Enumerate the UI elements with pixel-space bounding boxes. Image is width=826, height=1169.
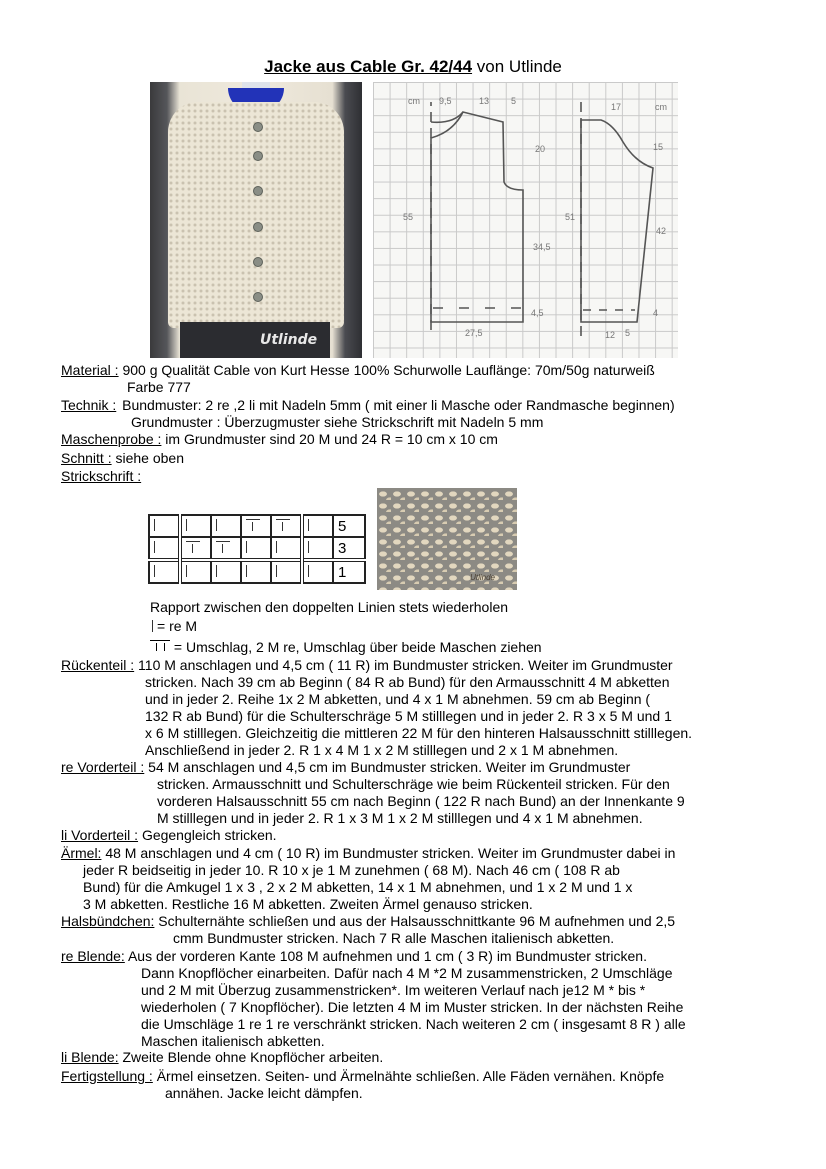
button-icon [253,292,263,302]
schema-label: 4 [653,308,659,318]
schema-label: 20 [535,144,546,154]
rueckenteil-line: 132 R ab Bund) für die Schulterschräge 5 M stilllegen und in jeder 2. R 3 x 5 M und 1 [145,708,672,724]
chart-cell-knit [271,560,302,583]
rueckenteil-line: 110 M anschlagen und 4,5 cm ( 11 R) im Bundmuster stricken. Weiter im Grundmuster [138,657,673,673]
re-blende-line: die Umschläge 1 re 1 re verschränkt stricken. Nach weiteren 2 cm ( insgesamt 8 R ) alle [141,1016,686,1032]
schema-label: 15 [653,142,664,152]
li-vorderteil-label: li Vorderteil : [61,827,139,843]
maschenprobe-label: Maschenprobe : [61,431,162,447]
halsbuendchen-line: Schulternähte schließen und aus der Halsausschnittkante 96 M aufnehmen und 2,5 [158,913,676,929]
fertigstellung-label: Fertigstellung : [61,1068,153,1084]
overpull-symbol-icon [276,519,290,531]
schema-label: 5 [625,328,631,338]
title-author: von Utlinde [476,57,562,76]
aermel-line: jeder R beidseitig in jeder 10. R 10 x je 1 M zunehmen ( 68 M). Nach 46 cm ( 108 R ab [83,862,620,878]
li-blende-label: li Blende: [61,1049,119,1065]
button-icon [253,151,263,161]
aermel-line: 3 M abketten. Restliche 16 M abketten. Zweiten Ärmel genauso stricken. [83,896,533,912]
overpull-symbol-icon [246,519,260,531]
chart-cell-knit [241,560,271,583]
rueckenteil-line: stricken. Nach 39 cm ab Beginn ( 84 R ab Bund) für den Armausschnitt 4 M abketten [145,674,670,690]
halsbuendchen-label: Halsbündchen: [61,913,155,929]
chart-row [149,537,365,560]
re-vorderteil-line: stricken. Armausschnitt und Schulterschräge wie beim Rückenteil stricken. Für den [157,776,670,792]
knit-symbol-icon [154,541,155,553]
re-vorderteil-label: re Vorderteil : [61,759,145,775]
chart-cell-knit [211,560,241,583]
overpull-symbol-icon [216,541,230,553]
schema-label: 27,5 [465,328,483,338]
section-schnitt [61,450,184,467]
chart-row-number: 5 [333,515,365,537]
knit-symbol-icon [216,565,217,577]
chart-row [149,560,365,583]
li-blende-line: Zweite Blende ohne Knopflöcher arbeiten. [122,1049,384,1065]
chart-cell-knit [302,537,333,560]
knit-symbol-icon [154,519,155,531]
fertigstellung-line: annähen. Jacke leicht dämpfen. [165,1085,363,1101]
li-vorderteil-line: Gegengleich stricken. [141,827,277,843]
legend-knit-text: = re M [157,618,198,634]
material-text: 900 g Qualität Cable von Kurt Hesse 100% Schurwolle Lauflänge: 70m/50g naturweiß [122,362,655,378]
section-re-blende [61,948,686,1050]
overpull-symbol-icon [186,541,200,553]
re-blende-line: und 2 M mit Überzug zusammenstricken*. Im weiteren Verlauf nach je12 M * bis * [141,982,646,998]
section-halsbuendchen [61,913,675,947]
chart-cell-knit [180,560,211,583]
overpull-symbol-icon [150,640,170,651]
button-icon [253,122,263,132]
maschenprobe-text: im Grundmuster sind 20 M und 24 R = 10 cm x 10 cm [165,431,498,447]
chart-cell-overpull [211,537,241,560]
schema-label: 17 [611,102,622,112]
section-technik [61,397,675,431]
title-main: Jacke aus Cable Gr. 42/44 [264,57,473,76]
knit-symbol-icon [308,519,309,531]
technik-text-cont: Grundmuster : Überzugmuster siehe Strickschrift mit Nadeln 5 mm [131,414,544,430]
aermel-line: 48 M anschlagen und 4 cm ( 10 R) im Bundmuster stricken. Weiter im Grundmuster dabei in [105,845,676,861]
legend-knit [150,618,197,635]
section-re-vorderteil [61,759,685,827]
rueckenteil-label: Rückenteil : [61,657,135,673]
schema-label: 9,5 [439,96,452,106]
chart-cell-overpull [180,537,211,560]
material-text-cont: Farbe 777 [127,379,191,395]
re-vorderteil-line: vorderen Halsausschnitt 55 cm nach Beginn ( 122 R nach Bund) an der Innenkante 9 [157,793,685,809]
re-blende-line: Aus der vorderen Kante 108 M aufnehmen und 1 cm ( 3 R) im Bundmuster stricken. [127,948,647,964]
re-vorderteil-line: 54 M anschlagen und 4,5 cm im Bundmuster stricken. Weiter im Grundmuster [148,759,631,775]
chart-row-number: 1 [333,560,365,583]
chart-cell-knit [149,560,180,583]
section-maschenprobe [61,431,498,448]
rueckenteil-line: Anschließend in jeder 2. R 1 x 4 M 1 x 2 M stilllegen und 2 x 1 M abnehmen. [145,742,619,758]
section-material [61,362,655,396]
aermel-label: Ärmel: [61,845,102,861]
chart-cell-knit [180,515,211,537]
section-li-vorderteil [61,827,277,844]
re-blende-line: wiederholen ( 7 Knopflöcher). Die letzten 4 M im Muster stricken. In der nächsten Reihe [141,999,684,1015]
knit-symbol-icon [246,541,247,553]
fertigstellung-line: Ärmel einsetzen. Seiten- und Ärmelnähte schließen. Alle Fäden vernähen. Knöpfe [156,1068,665,1084]
section-strickschrift [61,468,141,485]
swatch-signature: Utlinde [470,573,495,582]
schema-label: 5 [511,96,517,106]
chart-cell-knit [302,560,333,583]
chart-cell-knit [211,515,241,537]
knit-symbol-icon [308,565,309,577]
knit-symbol-icon [246,565,247,577]
legend-rapport: Rapport zwischen den doppelten Linien stets wiederholen [150,599,509,615]
knit-symbol-icon [154,565,155,577]
schema-label: cm [655,102,667,112]
knit-symbol-icon [152,620,153,632]
page-title [0,57,826,77]
chart-row [149,515,365,537]
section-li-blende [61,1049,383,1066]
schema-label: 51 [565,212,576,222]
schnitt-label: Schnitt : [61,450,112,466]
legend-overpull [150,639,542,656]
aermel-line: Bund) für die Amkugel 1 x 3 , 2 x 2 M abketten, 14 x 1 M abnehmen, und 1 x 2 M und 1 x [83,879,633,895]
re-blende-label: re Blende: [61,948,125,964]
technik-label: Technik : [61,397,117,413]
rueckenteil-line: x 6 M stilllegen. Gleichzeitig die mittleren 22 M für den hinteren Halsausschnitt stilllegen. [145,725,693,741]
chart-cell-overpull [271,515,302,537]
knitting-chart [148,514,366,584]
re-blende-line: Dann Knopflöcher einarbeiten. Dafür nach 4 M *2 M zusammenstricken, 2 Umschläge [141,965,673,981]
button-icon [253,186,263,196]
knit-symbol-icon [216,519,217,531]
schema-label: 12 [605,330,616,340]
chart-row-number: 3 [333,537,365,560]
schematic-lines [373,82,678,358]
knit-symbol-icon [276,541,277,553]
material-label: Material : [61,362,119,378]
schema-label: 55 [403,212,414,222]
knit-symbol-icon [308,541,309,553]
chart-cell-knit [149,515,180,537]
knit-symbol-icon [186,565,187,577]
section-rueckenteil [61,657,692,759]
schema-label: 42 [656,226,667,236]
chart-cell-knit [271,537,302,560]
schema-label: 4,5 [531,308,544,318]
button-icon [253,257,263,267]
schema-label: cm [408,96,420,106]
knit-symbol-icon [186,519,187,531]
chart-cell-knit [149,537,180,560]
section-aermel [61,845,675,913]
photo-signature: Utlinde [260,332,318,348]
strickschrift-label: Strickschrift : [61,468,142,484]
legend-overpull-text: = Umschlag, 2 M re, Umschlag über beide Maschen ziehen [173,639,542,655]
chart-cell-knit [241,537,271,560]
schema-label: 34,5 [533,242,551,252]
pattern-schematic [373,82,678,358]
chart-cell-knit [302,515,333,537]
cardigan-photo [150,82,362,358]
chart-cell-overpull [241,515,271,537]
technik-text: Bundmuster: 2 re ,2 li mit Nadeln 5mm ( mit einer li Masche oder Randmasche beginnen) [122,397,675,413]
schnitt-text: siehe oben [115,450,184,466]
rueckenteil-line: und in jeder 2. Reihe 1x 2 M abketten, und 4 x 1 M abnehmen. 59 cm ab Beginn ( [145,691,651,707]
section-fertigstellung [61,1068,664,1102]
knit-symbol-icon [276,565,277,577]
button-icon [253,222,263,232]
stitch-swatch-photo [377,488,517,590]
re-vorderteil-line: M stilllegen und in jeder 2. R 1 x 3 M 1 x 2 M stilllegen und 4 x 1 M abnehmen. [157,810,643,826]
re-blende-line: Maschen italienisch abketten. [141,1033,325,1049]
halsbuendchen-line: cmm Bundmuster stricken. Nach 7 R alle Maschen italienisch abketten. [173,930,615,946]
schema-label: 13 [479,96,490,106]
